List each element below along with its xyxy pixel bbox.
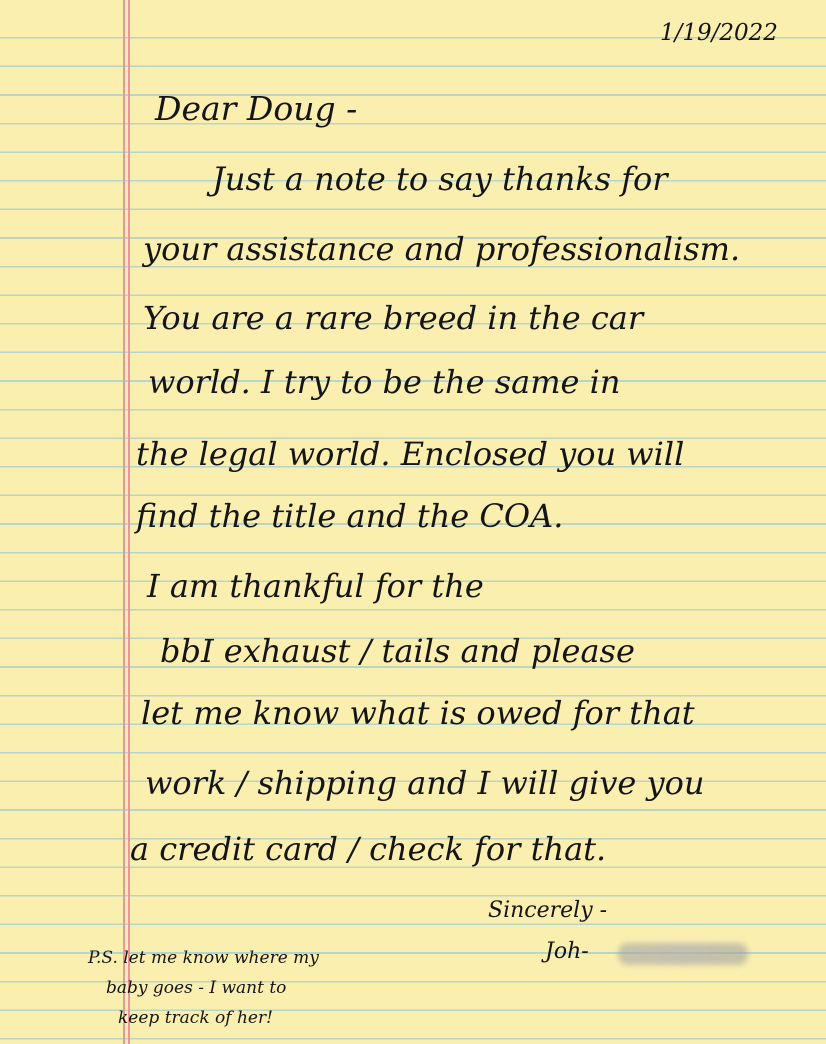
body-line: Just a note to say thanks for xyxy=(212,160,668,198)
postscript-line: P.S. let me know where my xyxy=(88,948,319,968)
letter-date: 1/19/2022 xyxy=(660,20,778,46)
body-line: let me know what is owed for that xyxy=(141,694,695,732)
signature: Joh- xyxy=(545,939,589,964)
body-line: your assistance and professionalism. xyxy=(143,230,741,268)
salutation: Dear Doug - xyxy=(155,89,358,128)
body-line: world. I try to be the same in xyxy=(148,363,621,401)
body-line: You are a rare breed in the car xyxy=(143,299,644,337)
redacted-name-blur xyxy=(618,943,748,965)
margin-line-right xyxy=(128,0,130,1044)
closing: Sincerely - xyxy=(488,898,608,923)
body-line: the legal world. Enclosed you will xyxy=(136,435,685,473)
body-line: a credit card / check for that. xyxy=(130,830,607,868)
body-line: bbI exhaust / tails and please xyxy=(160,632,635,670)
margin-line-left xyxy=(123,0,125,1044)
body-line: work / shipping and I will give you xyxy=(145,764,705,802)
body-line: I am thankful for the xyxy=(147,567,484,605)
body-line: find the title and the COA. xyxy=(136,497,564,535)
postscript-line: baby goes - I want to xyxy=(106,978,287,998)
postscript-line: keep track of her! xyxy=(118,1008,273,1028)
